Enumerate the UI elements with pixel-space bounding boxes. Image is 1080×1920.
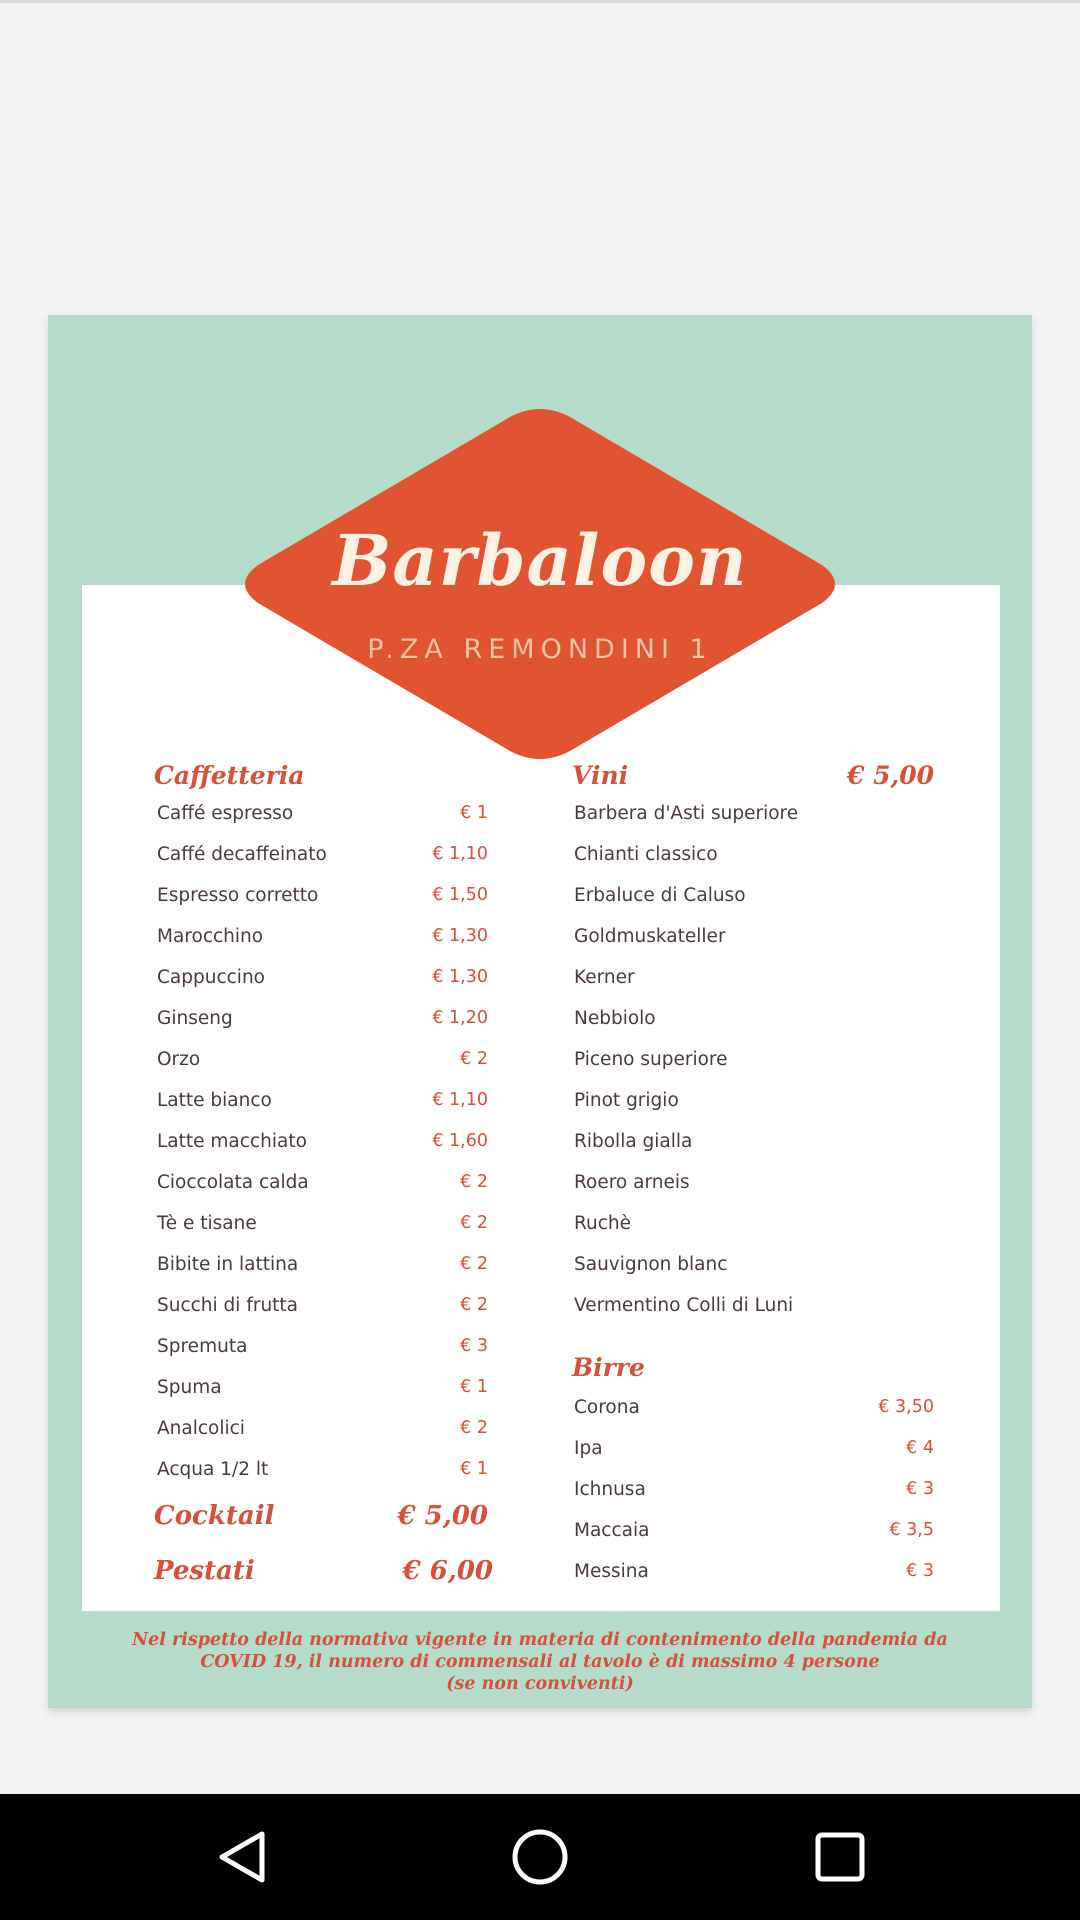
menu-item: [574, 967, 934, 1008]
menu-item: [574, 803, 934, 844]
menu-item-name: Espresso corretto: [157, 885, 319, 906]
restaurant-address: P.ZA REMONDINI 1: [367, 634, 713, 665]
menu-item-name: Kerner: [574, 967, 635, 988]
status-divider: [0, 0, 1080, 3]
menu-item: [574, 926, 934, 967]
menu-item-name: Cioccolata calda: [157, 1172, 309, 1193]
notice-line: COVID 19, il numero di commensali al tavolo è di massimo 4 persone: [200, 1652, 880, 1672]
vini-heading: Vini: [572, 761, 629, 790]
menu-item-name: Latte macchiato: [157, 1131, 307, 1152]
menu-item-name: Spremuta: [157, 1336, 248, 1357]
menu-item-name: Ribolla gialla: [574, 1131, 693, 1152]
menu-item-price: € 1: [460, 803, 488, 823]
menu-item-name: Ipa: [574, 1438, 603, 1459]
menu-item-name: Cappuccino: [157, 967, 265, 988]
menu-item-name: Pinot grigio: [574, 1090, 679, 1111]
menu-item-price: € 4: [906, 1438, 934, 1458]
menu-item-name: Erbaluce di Caluso: [574, 885, 746, 906]
menu-item: [574, 1131, 934, 1172]
menu-item: [157, 885, 488, 926]
menu-item-price: € 1,10: [432, 844, 488, 864]
menu-item-price: € 2: [460, 1049, 488, 1069]
menu-item-price: € 1: [460, 1459, 488, 1479]
menu-item-name: Bibite in lattina: [157, 1254, 299, 1275]
menu-item-name: Nebbiolo: [574, 1008, 656, 1029]
menu-item-name: Barbera d'Asti superiore: [574, 803, 799, 824]
menu-item-name: Acqua 1/2 lt: [157, 1459, 269, 1480]
menu-item: [157, 803, 488, 844]
menu-item: [574, 1254, 934, 1295]
menu-item-name: Roero arneis: [574, 1172, 690, 1193]
menu-item-price: € 3,5: [889, 1520, 934, 1540]
menu-item-name: Tè e tisane: [157, 1213, 257, 1234]
menu-item-name: Vermentino Colli di Luni: [574, 1295, 794, 1316]
menu-item-price: € 2: [460, 1213, 488, 1233]
birre-heading: Birre: [572, 1353, 645, 1382]
menu-item-name: Ginseng: [157, 1008, 233, 1029]
menu-item-name: Ruchè: [574, 1213, 632, 1234]
menu-item: [157, 1131, 488, 1172]
menu-item-price: € 3,50: [878, 1397, 934, 1417]
menu-item-price: € 1,20: [432, 1008, 488, 1028]
menu-item-name: Messina: [574, 1561, 649, 1582]
menu-item-name: Latte bianco: [157, 1090, 272, 1111]
menu-item: [157, 1418, 488, 1459]
menu-item-name: Sauvignon blanc: [574, 1254, 728, 1275]
menu-item-price: € 1,60: [432, 1131, 488, 1151]
menu-item: [574, 885, 934, 926]
menu-item: [157, 1377, 488, 1418]
menu-item-name: Piceno superiore: [574, 1049, 728, 1070]
menu-item: [574, 1295, 934, 1336]
menu-item: [574, 1561, 934, 1602]
menu-item-name: Corona: [574, 1397, 640, 1418]
menu-card: [48, 315, 1032, 1708]
menu-item: [574, 844, 934, 885]
menu-item-name: Chianti classico: [574, 844, 718, 865]
menu-item-name: Orzo: [157, 1049, 201, 1070]
recents-icon[interactable]: [805, 1822, 875, 1892]
menu-item-price: € 1: [460, 1377, 488, 1397]
menu-item-name: Marocchino: [157, 926, 264, 947]
menu-item-name: Spuma: [157, 1377, 222, 1398]
menu-item-price: € 3: [460, 1336, 488, 1356]
menu-item: [157, 1459, 488, 1500]
menu-item: [574, 1172, 934, 1213]
navigation-bar: [0, 1794, 1080, 1920]
vini-list: [574, 803, 934, 1336]
menu-item: [574, 1520, 934, 1561]
menu-item-price: € 2: [460, 1418, 488, 1438]
cocktail-heading: Cocktail: [154, 1501, 275, 1531]
menu-item: [157, 1172, 488, 1213]
menu-item-name: Ichnusa: [574, 1479, 646, 1500]
notice-line: (se non conviventi): [446, 1674, 634, 1694]
menu-item-price: € 3: [906, 1561, 934, 1581]
menu-item: [574, 1049, 934, 1090]
menu-item: [157, 1008, 488, 1049]
restaurant-name: Barbaloon: [332, 519, 748, 602]
menu-item-price: € 1,10: [432, 1090, 488, 1110]
covid-notice: [68, 1629, 1012, 1695]
home-icon[interactable]: [505, 1822, 575, 1892]
menu-item: [157, 1049, 488, 1090]
menu-item-price: € 1,30: [432, 926, 488, 946]
caffetteria-heading: Caffetteria: [154, 761, 305, 790]
menu-item-price: € 2: [460, 1172, 488, 1192]
menu-item: [574, 1213, 934, 1254]
menu-item: [574, 1090, 934, 1131]
menu-item-price: € 3: [906, 1479, 934, 1499]
menu-item: [157, 1295, 488, 1336]
menu-item-price: € 1,50: [432, 885, 488, 905]
menu-item: [574, 1438, 934, 1479]
menu-item-name: Succhi di frutta: [157, 1295, 299, 1316]
pestati-heading: Pestati: [154, 1556, 255, 1586]
vini-price: € 5,00: [847, 761, 934, 790]
menu-item-name: Caffé decaffeinato: [157, 844, 327, 865]
menu-item: [574, 1397, 934, 1438]
menu-item: [157, 1090, 488, 1131]
pestati-price: € 6,00: [402, 1556, 493, 1586]
menu-item-name: Maccaia: [574, 1520, 650, 1541]
menu-item: [574, 1008, 934, 1049]
logo-diamond: [238, 409, 842, 759]
menu-item-price: € 2: [460, 1295, 488, 1315]
menu-item-name: Analcolici: [157, 1418, 245, 1439]
menu-item: [157, 1254, 488, 1295]
menu-item: [157, 844, 488, 885]
menu-item-name: Caffé espresso: [157, 803, 294, 824]
menu-item: [157, 1213, 488, 1254]
menu-item: [157, 967, 488, 1008]
menu-item: [574, 1479, 934, 1520]
menu-item-name: Goldmuskateller: [574, 926, 726, 947]
menu-item: [157, 926, 488, 967]
menu-item-price: € 1,30: [432, 967, 488, 987]
cocktail-price: € 5,00: [397, 1501, 488, 1531]
notice-line: Nel rispetto della normativa vigente in materia di contenimento della pandemia da: [132, 1630, 948, 1650]
birre-list: [574, 1397, 934, 1602]
menu-item-price: € 2: [460, 1254, 488, 1274]
back-icon[interactable]: [206, 1822, 276, 1892]
caffetteria-list: [157, 803, 488, 1500]
menu-item: [157, 1336, 488, 1377]
